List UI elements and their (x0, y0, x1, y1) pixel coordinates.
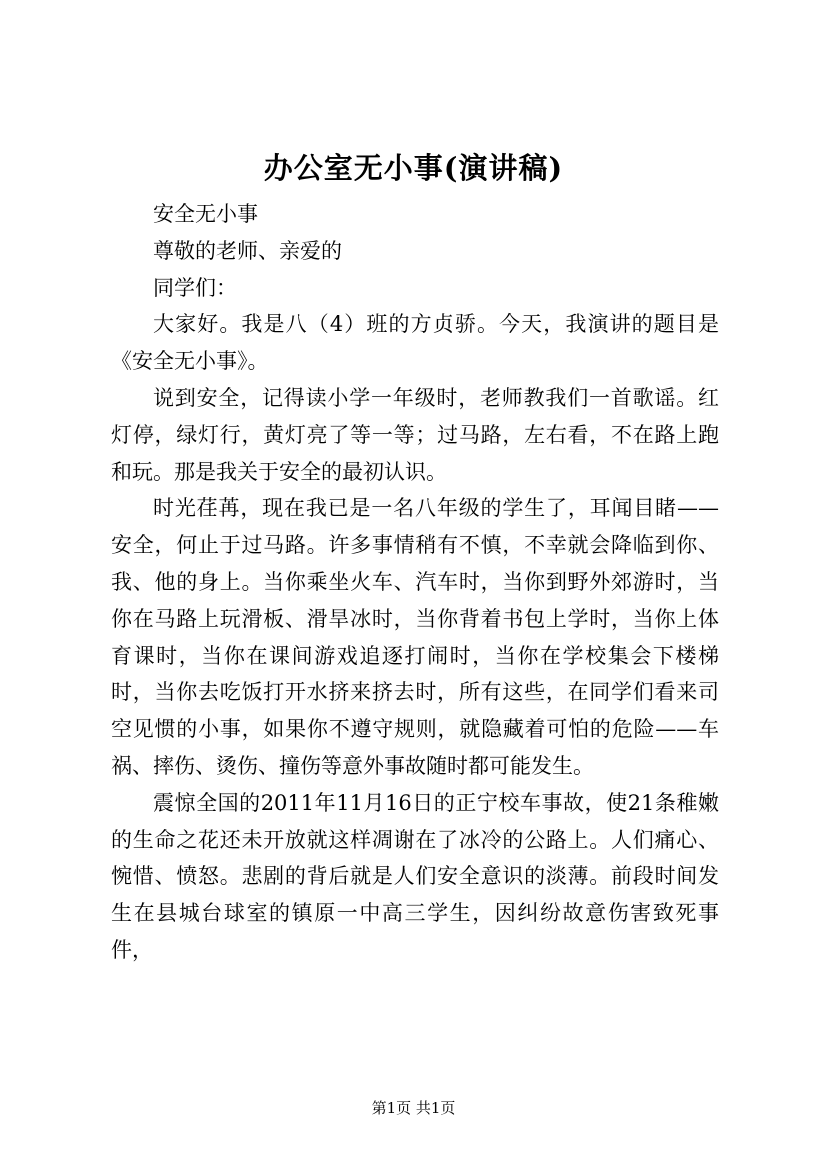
paragraph-salutation: 尊敬的老师、亲爱的 (153, 238, 342, 263)
paragraph: 时光荏苒，现在我已是一名八年级的学生了，耳闻目睹——安全，何止于过马路。许多事情稍有不慎，不幸就会降临到你、我、他的身上。当你乘坐火车、汽车时，当你到野外郊游时，当你在马路上玩滑板、滑旱冰时，当你背着书包上学时，当你上体育课时，当你在课间游戏追逐打闹时，当你在学校集会下楼梯时，当你去吃饭打开水挤来挤去时，所有这些，在同学们看来司空见惯的小事，如果你不遵守规则，就隐藏着可怕的危险——车祸、摔伤、烫伤、撞伤等意外事故随时都可能发生。 (111, 496, 719, 778)
document-body (111, 196, 719, 969)
paragraph: 震惊全国的2011年11月16日的正宁校车事故，使21条稚嫩的生命之花还未开放就这样凋谢在了冰冷的公路上。人们痛心、惋惜、愤怒。悲剧的背后就是人们安全意识的淡薄。前段时间发生在县城台球室的镇原一中高三学生，因纠纷故意伤害致死事件， (111, 790, 719, 962)
page-footer: 第1页 共1页 (371, 1099, 456, 1117)
paragraph-salutation-cont: 同学们： (153, 275, 237, 300)
paragraph: 大家好。我是八（4）班的方贞骄。今天，我演讲的题目是《安全无小事》。 (111, 312, 719, 374)
page-title: 办公室无小事(演讲稿) (263, 151, 564, 185)
paragraph: 说到安全，记得读小学一年级时，老师教我们一首歌谣。红灯停，绿灯行，黄灯亮了等一等；过马路，左右看，不在路上跑和玩。那是我关于安全的最初认识。 (111, 385, 719, 484)
paragraph-subtitle: 安全无小事 (153, 202, 258, 226)
